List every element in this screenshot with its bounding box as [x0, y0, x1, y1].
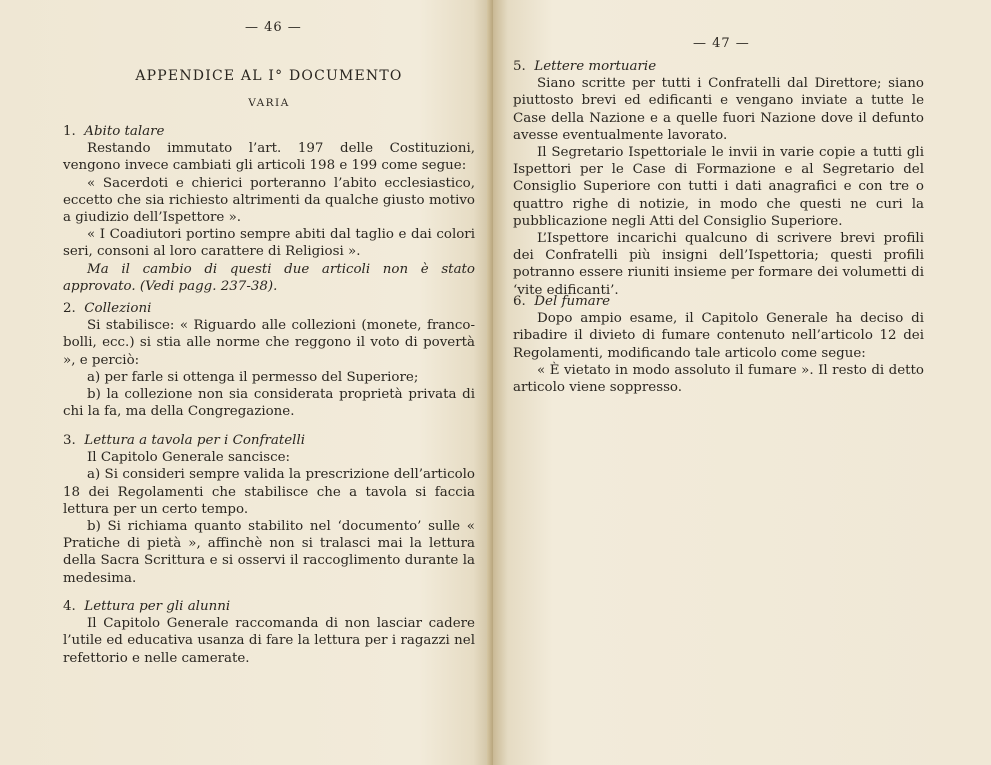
- page-number: — 47 —: [693, 36, 750, 51]
- section-lettura-tavola: [63, 432, 475, 587]
- section-heading: 1. Abito talare: [63, 124, 165, 139]
- paragraph: a) Si consideri sempre valida la prescrizione dell’articolo 18 dei Regolamenti che stabilisce che a tavola si faccia lettura per un certo tempo.: [63, 467, 475, 517]
- section-heading: 4. Lettura per gli alunni: [63, 599, 231, 614]
- paragraph: b) Si richiama quanto stabilito nel ‘documento’ sulle « Pratiche di pietà », affinchè non si tralasci mai la lettura della Sacra Scrittura e si osservi il raccoglimento durante la medesima.: [63, 519, 475, 586]
- paragraph: L’Ispettore incarichi qualcuno di scrivere brevi profili dei Confratelli più insigni dell’Ispettoria; questi profili potranno essere riuniti insieme per formare dei volumetti di ‘vite edificanti’.: [513, 231, 924, 298]
- section-heading: 6. Del fumare: [513, 294, 611, 309]
- paragraph: Ma il cambio di questi due articoli non è stato approvato. (Vedi pagg. 237-38).: [63, 261, 475, 294]
- paragraph: a) per farle si ottenga il permesso del Superiore;: [87, 369, 419, 385]
- section-heading: 2. Collezioni: [63, 301, 152, 316]
- section-heading: 3. Lettura a tavola per i Confratelli: [63, 433, 306, 448]
- document-title: APPENDICE AL I° DOCUMENTO: [135, 68, 403, 84]
- section-collezioni: [63, 300, 475, 420]
- paragraph: Il Capitolo Generale sancisce:: [87, 450, 291, 466]
- section-del-fumare: [513, 293, 924, 396]
- page-number: — 46 —: [245, 20, 302, 35]
- paragraph: « Sacerdoti e chierici porteranno l’abito ecclesiastico, eccetto che sia richiesto altrimenti da qualche giusto motivo a giudizio dell’Ispettore ».: [63, 175, 475, 226]
- paragraph: « I Coadiutori portino sempre abiti dal taglio e dai colori seri, consoni al loro carattere di Religiosi ».: [63, 227, 475, 260]
- section-abito-talare: [63, 123, 475, 295]
- section-lettere-mortuarie: [513, 58, 924, 299]
- paragraph: b) la collezione non sia considerata proprietà privata di chi la fa, ma della Congregazione.: [63, 387, 475, 420]
- document-subtitle: VARIA: [248, 97, 290, 109]
- left-page: [0, 0, 493, 765]
- right-page: [493, 0, 991, 765]
- section-lettura-alunni: [63, 598, 475, 667]
- paragraph: Restando immutato l’art. 197 delle Costituzioni, vengono invece cambiati gli articoli 198 e 199 come segue:: [63, 141, 475, 174]
- paragraph: Dopo ampio esame, il Capitolo Generale ha deciso di ribadire il divieto di fumare contenuto nell’articolo 12 dei Regolamenti, modificando tale articolo come segue:: [513, 311, 924, 361]
- paragraph: Il Segretario Ispettoriale le invii in varie copie a tutti gli Ispettori per le Case di Formazione e al Segretario del Consiglio Superiore con tutti i dati anagrafici e con tre o quattro righe di notizie, in modo che questi ne curi la pubblicazione negli Atti del Consiglio Superiore.: [513, 145, 924, 229]
- paragraph: Si stabilisce: « Riguardo alle collezioni (monete, franco-bolli, ecc.) si stia alle norme che reggono il voto di povertà », e perciò:: [63, 318, 475, 368]
- paragraph: « È vietato in modo assoluto il fumare ». Il resto di detto articolo viene soppresso.: [513, 362, 924, 396]
- paragraph: Il Capitolo Generale raccomanda di non lasciar cadere l’utile ed educativa usanza di fare la lettura per i ragazzi nel refettorio e nelle camerate.: [63, 616, 475, 666]
- section-heading: 5. Lettere mortuarie: [513, 59, 657, 74]
- paragraph: Siano scritte per tutti i Confratelli dal Direttore; siano piuttosto brevi ed edificanti e vengano inviate a tutte le Case della Nazione e a quelle fuori Nazione dove il defunto avesse eventualmente lavorato.: [513, 76, 924, 143]
